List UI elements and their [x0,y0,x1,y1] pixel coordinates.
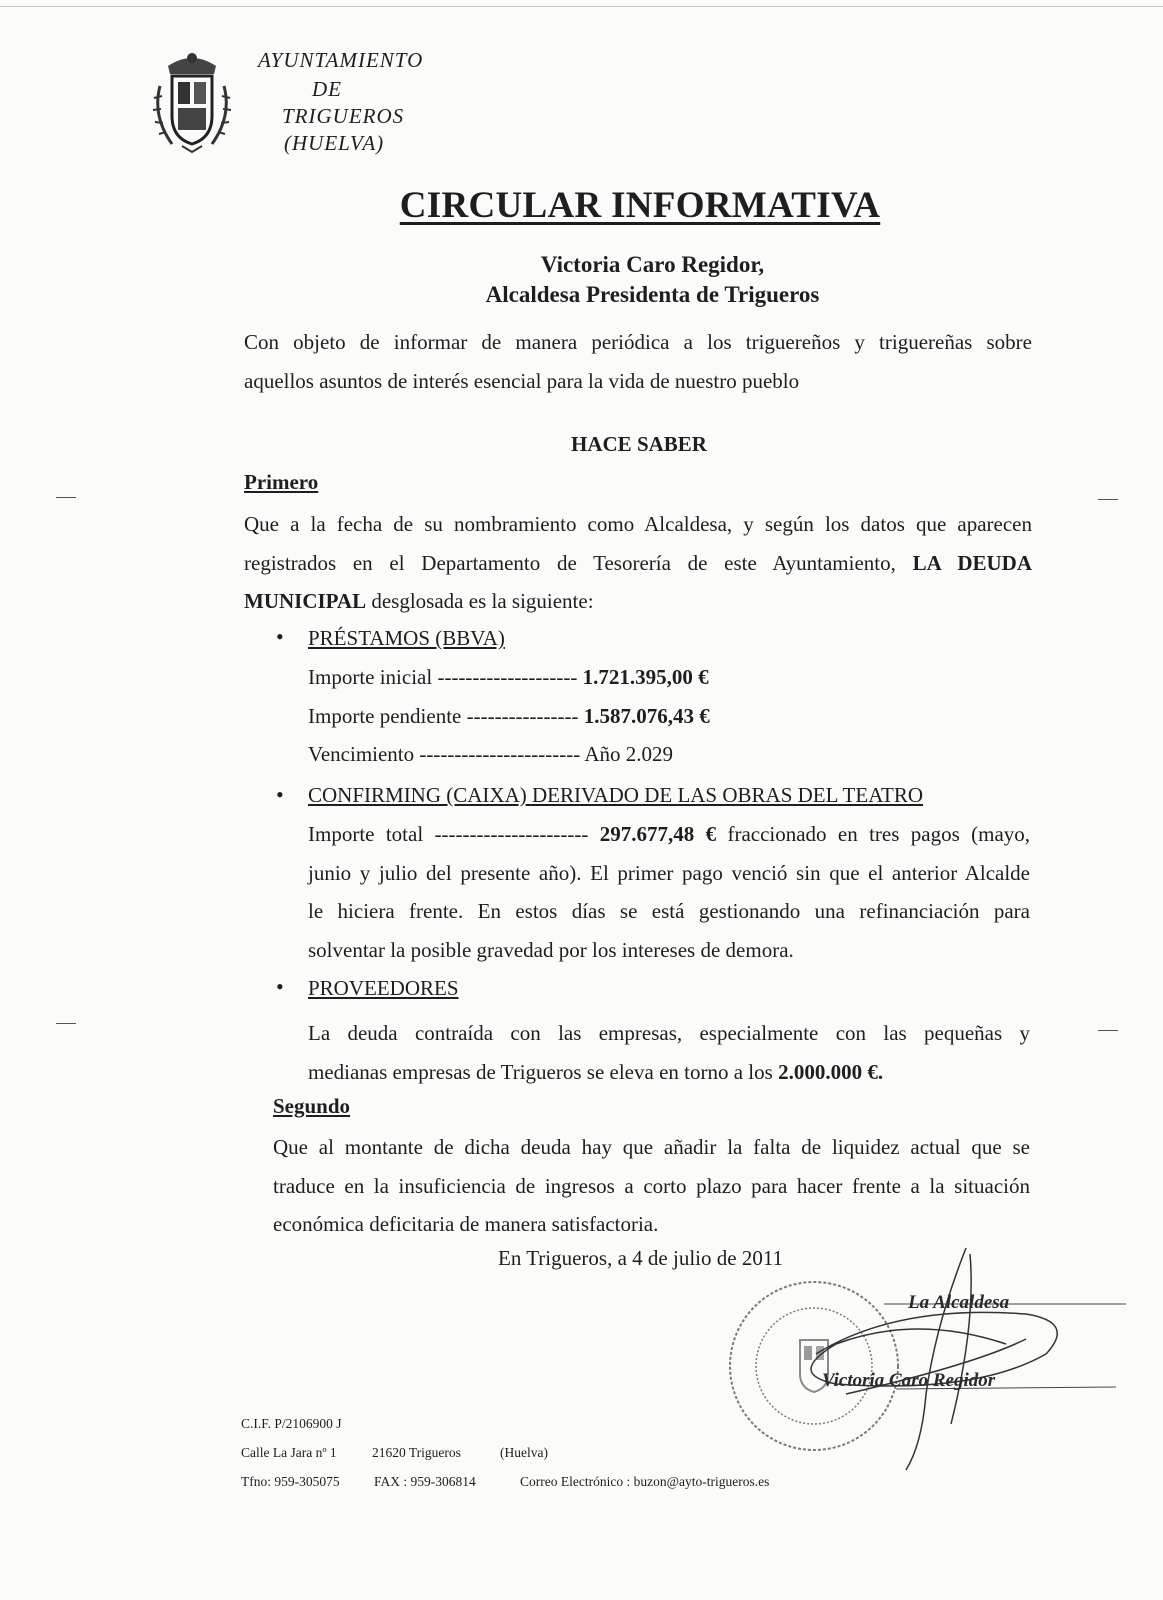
segundo-heading: Segundo [273,1094,351,1118]
primero-heading: Primero [244,470,319,494]
primero-line2-bold: LA DEUDA [912,550,1033,575]
prestamos-inicial-label: Importe inicial -------------------- [308,665,578,689]
confirming-line4: solventar la posible gravedad por los intereses de demora. [308,937,794,962]
primero-line3-text: desglosada es la siguiente: [371,589,594,613]
footer-phone: Tfno: 959-305075 [241,1474,340,1489]
prestamos-inicial-value: 1.721.395,00 € [582,665,709,689]
prestamos-vencimiento-value: Año 2.029 [584,742,673,766]
footer-cif: C.I.F. P/2106900 J [241,1416,342,1431]
footer-fax: FAX : 959-306814 [374,1474,476,1489]
segundo-paragraph [273,1128,1030,1244]
proveedores-line2 [308,1053,1030,1092]
org-name-line1: AYUNTAMIENTO [258,48,424,72]
intro-paragraph [244,323,1032,400]
org-name-line2: DE [312,77,342,101]
primero-line1: Que a la fecha de su nombramiento como Alcaldesa, y según los datos que aparecen [244,512,1032,536]
confirming-total-label: Importe total ---------------------- [308,822,589,846]
confirming-paragraph [308,815,1030,969]
proveedores-line1: La deuda contraída con las empresas, especialmente con las pequeñas y [308,1021,1030,1045]
footer-province: (Huelva) [500,1445,548,1460]
confirming-line1 [308,815,1030,854]
proveedores-title: PROVEEDORES [308,976,459,1000]
segundo-line3: económica deficitaria de manera satisfactoria. [273,1212,659,1236]
segundo-line1: Que al montante de dicha deuda hay que añadir la falta de liquidez actual que se [273,1135,1030,1159]
signature-icon [776,1244,1136,1474]
prestamos-vencimiento [308,742,673,767]
margin-mark [1098,1030,1118,1031]
proveedores-line2-bold: 2.000.000 €. [778,1059,884,1084]
author-role: Alcaldesa Presidenta de Trigueros [485,282,820,307]
footer-postal: 21620 Trigueros [372,1445,461,1460]
signature-title: La Alcaldesa [908,1292,1010,1313]
author-name: Victoria Caro Regidor, [540,252,765,277]
bullet-icon: • [276,974,284,999]
bullet-icon: • [276,782,284,807]
intro-line2: aquellos asuntos de interés esencial para la vida de nuestro pueblo [244,368,800,393]
confirming-total-rest: fraccionado en tres pagos (mayo, [727,822,1031,846]
bullet-icon: • [276,624,284,649]
prestamos-pendiente-value: 1.587.076,43 € [583,704,710,728]
place-date: En Trigueros, a 4 de julio de 2011 [498,1246,784,1270]
prestamos-pendiente-label: Importe pendiente ---------------- [308,704,579,728]
proveedores-paragraph [308,1014,1030,1091]
confirming-line2: junio y julio del presente año). El primer pago venció sin que el anterior Alcalde [308,860,1030,885]
document-title: CIRCULAR INFORMATIVA [399,185,881,226]
prestamos-inicial [308,665,709,690]
signature-name: Victoria Caro Regidor [822,1370,996,1391]
segundo-line2: traduce en la insuficiencia de ingresos a corto plazo para hacer frente a la situación [273,1173,1030,1198]
footer-street: Calle La Jara nº 1 [241,1445,337,1460]
prestamos-pendiente [308,704,710,729]
org-name-line3: TRIGUEROS [282,104,405,128]
footer-email: Correo Electrónico : buzon@ayto-trigueros.es [520,1474,770,1489]
margin-mark [56,497,76,498]
coat-of-arms-icon [148,46,236,156]
primero-paragraph [244,505,1032,621]
org-name-line4: (HUELVA) [284,131,385,155]
confirming-line3: le hiciera frente. En estos días se está gestionando una refinanciación para [308,899,1030,923]
margin-mark [56,1023,76,1024]
primero-line2 [244,544,1032,583]
primero-line3 [244,582,1032,621]
proveedores-line2-text: medianas empresas de Trigueros se eleva en torno a los [308,1059,773,1084]
confirming-total-value: 297.677,48 € [599,822,717,846]
prestamos-vencimiento-label: Vencimiento ----------------------- [308,742,581,766]
scan-edge-line [0,6,1163,7]
prestamos-title: PRÉSTAMOS (BBVA) [308,626,505,650]
margin-mark [1098,499,1118,500]
primero-line3-bold: MUNICIPAL [244,589,367,613]
confirming-title: CONFIRMING (CAIXA) DERIVADO DE LAS OBRAS DEL TEATRO [308,783,924,807]
intro-line1: Con objeto de informar de manera periódica a los triguereños y triguereñas sobre [244,330,1032,354]
primero-line2-text: registrados en el Departamento de Tesorería de este Ayuntamiento, [244,550,896,575]
hace-saber-heading: HACE SABER [571,432,707,456]
